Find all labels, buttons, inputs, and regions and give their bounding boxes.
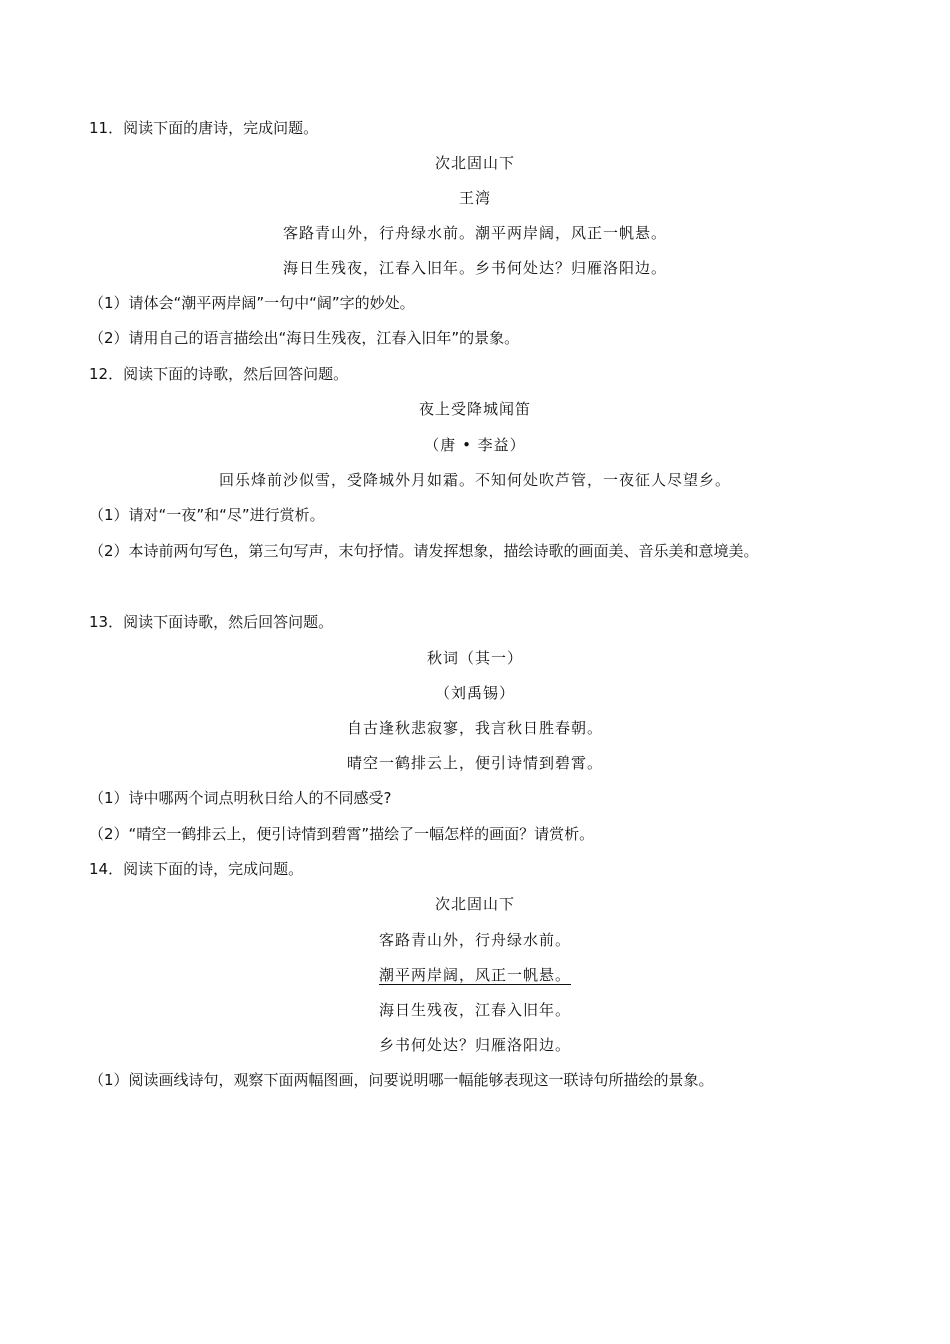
q14-poem-line-1: 客路青山外，行舟绿水前。 bbox=[378, 931, 571, 949]
q13-poem-author: （刘禹锡） bbox=[434, 684, 515, 702]
q12-poem-line-1: 回乐烽前沙似雪，受降城外月如霜。不知何处吹芦管，一夜征人尽望乡。 bbox=[218, 471, 731, 489]
q11-poem-author: 王湾 bbox=[458, 189, 491, 207]
q11-poem-title: 次北固山下 bbox=[434, 154, 515, 172]
q13-poem-line-2: 晴空一鹤排云上，便引诗情到碧霄。 bbox=[346, 754, 603, 772]
q13-poem-title: 秋词（其一） bbox=[426, 649, 523, 667]
q13-poem-line-1: 自古逢秋悲寂寥，我言秋日胜春朝。 bbox=[346, 719, 603, 737]
q13-stem: 13．阅读下面诗歌，然后回答问题。 bbox=[89, 613, 334, 631]
q11-poem-line-1: 客路青山外，行舟绿水前。潮平两岸阔，风正一帆悬。 bbox=[282, 224, 667, 242]
q14-poem-line-3: 海日生残夜，江春入旧年。 bbox=[378, 1001, 571, 1019]
q11-poem-line-2: 海日生残夜，江春入旧年。乡书何处达？归雁洛阳边。 bbox=[282, 259, 667, 277]
q12-subquestion-2: （2）本诗前两句写色，第三句写声，末句抒情。请发挥想象，描绘诗歌的画面美、音乐美和意境美。 bbox=[89, 542, 759, 560]
q12-stem: 12．阅读下面的诗歌，然后回答问题。 bbox=[89, 365, 349, 383]
q14-poem-line-4: 乡书何处达？归雁洛阳边。 bbox=[378, 1036, 571, 1054]
q14-stem: 14．阅读下面的诗，完成问题。 bbox=[89, 860, 304, 878]
q13-subquestion-1: （1）诗中哪两个词点明秋日给人的不同感受? bbox=[89, 789, 392, 807]
q11-subquestion-1: （1）请体会“潮平两岸阔”一句中“阔”字的妙处。 bbox=[89, 294, 415, 312]
q12-subquestion-1: （1）请对“一夜”和“尽”进行赏析。 bbox=[89, 506, 325, 524]
q14-poem-line-2-underlined bbox=[0, 965, 950, 985]
q11-stem: 11．阅读下面的唐诗，完成问题。 bbox=[89, 119, 319, 137]
q12-poem-author: （唐 • 李益） bbox=[424, 436, 526, 454]
q12-poem-title: 夜上受降城闻笛 bbox=[418, 400, 531, 418]
q13-subquestion-2: （2）“晴空一鹤排云上，便引诗情到碧霄”描绘了一幅怎样的画面？请赏析。 bbox=[89, 825, 595, 843]
q14-subquestion-1: （1）阅读画线诗句，观察下面两幅图画，问要说明哪一幅能够表现这一联诗句所描绘的景象。 bbox=[89, 1071, 714, 1089]
underlined-verse: 潮平两岸阔，风正一帆悬。 bbox=[378, 966, 571, 984]
q11-subquestion-2: （2）请用自己的语言描绘出“海日生残夜，江春入旧年”的景象。 bbox=[89, 329, 520, 347]
q14-poem-title: 次北固山下 bbox=[434, 895, 515, 913]
